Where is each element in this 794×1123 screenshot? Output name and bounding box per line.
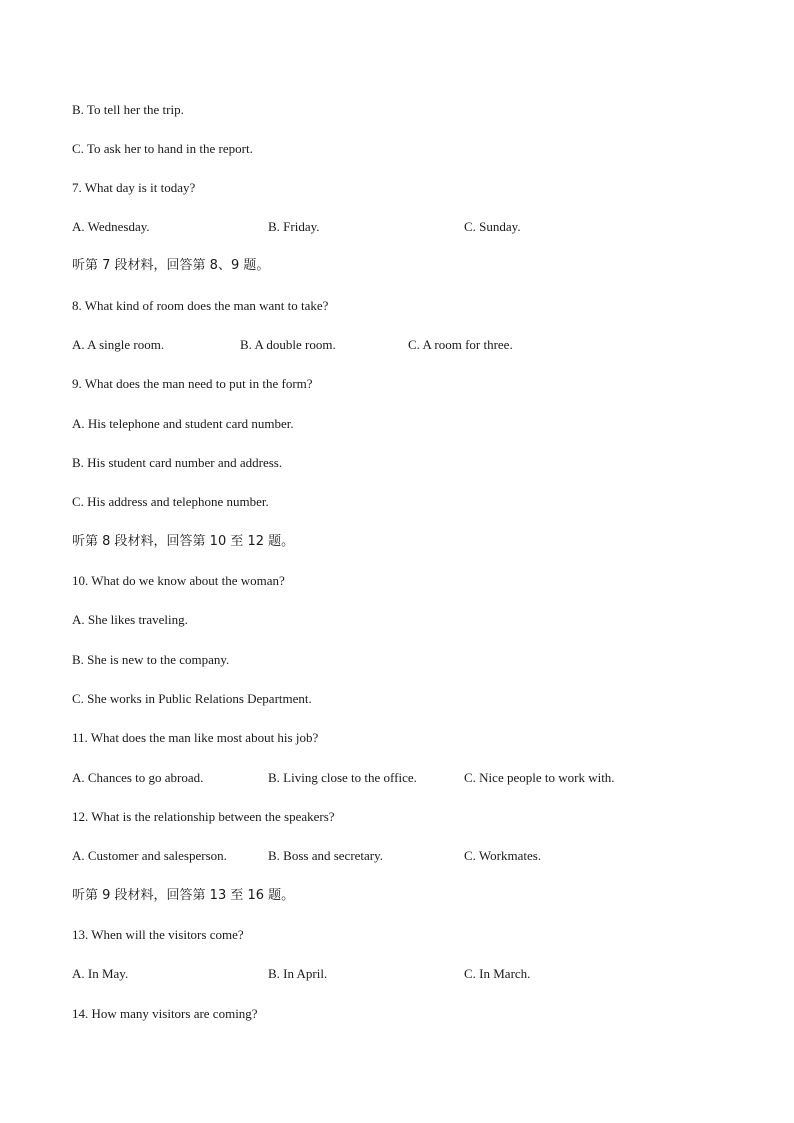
option-8b: B. A double room.	[240, 337, 336, 352]
question-13-options	[72, 966, 722, 982]
option-11a: A. Chances to go abroad.	[72, 770, 204, 785]
question-11-options	[72, 770, 722, 786]
option-11b: B. Living close to the office.	[268, 770, 417, 785]
option-12a: A. Customer and salesperson.	[72, 848, 227, 863]
option-12b: B. Boss and secretary.	[268, 848, 384, 863]
question-14: 14. How many visitors are coming?	[72, 1006, 258, 1021]
question-7: 7. What day is it today?	[72, 180, 196, 195]
option-9b: B. His student card number and address.	[72, 455, 283, 470]
question-9: 9. What does the man need to put in the form?	[72, 376, 313, 391]
option-8c: C. A room for three.	[408, 337, 513, 352]
option-13a: A. In May.	[72, 966, 129, 981]
option-10a: A. She likes traveling.	[72, 612, 188, 627]
option-7a: A. Wednesday.	[72, 219, 150, 234]
option-12c: C. Workmates.	[464, 848, 542, 863]
question-11: 11. What does the man like most about his job?	[72, 730, 319, 745]
question-13: 13. When will the visitors come?	[72, 927, 244, 942]
option-8a: A. A single room.	[72, 337, 165, 352]
section-heading-9: 听第 9 段材料，回答第 13 至 16 题。	[72, 888, 295, 903]
question-12: 12. What is the relationship between the speakers?	[72, 809, 335, 824]
option-13b: B. In April.	[268, 966, 328, 981]
question-10: 10. What do we know about the woman?	[72, 573, 285, 588]
question-7-options	[72, 219, 722, 235]
option-10c: C. She works in Public Relations Department.	[72, 691, 312, 706]
option-9a: A. His telephone and student card number.	[72, 416, 294, 431]
question-8-options	[72, 337, 722, 353]
option-11c: C. Nice people to work with.	[464, 770, 615, 785]
option-6c: C. To ask her to hand in the report.	[72, 141, 253, 156]
question-8: 8. What kind of room does the man want to take?	[72, 298, 329, 313]
option-13c: C. In March.	[464, 966, 531, 981]
option-7c: C. Sunday.	[464, 219, 521, 234]
section-heading-8: 听第 8 段材料，回答第 10 至 12 题。	[72, 534, 295, 549]
option-9c: C. His address and telephone number.	[72, 494, 269, 509]
option-6b: B. To tell her the trip.	[72, 102, 184, 117]
option-10b: B. She is new to the company.	[72, 652, 230, 667]
option-7b: B. Friday.	[268, 219, 320, 234]
question-12-options	[72, 848, 722, 864]
section-heading-7: 听第 7 段材料，回答第 8、9 题。	[72, 258, 270, 273]
